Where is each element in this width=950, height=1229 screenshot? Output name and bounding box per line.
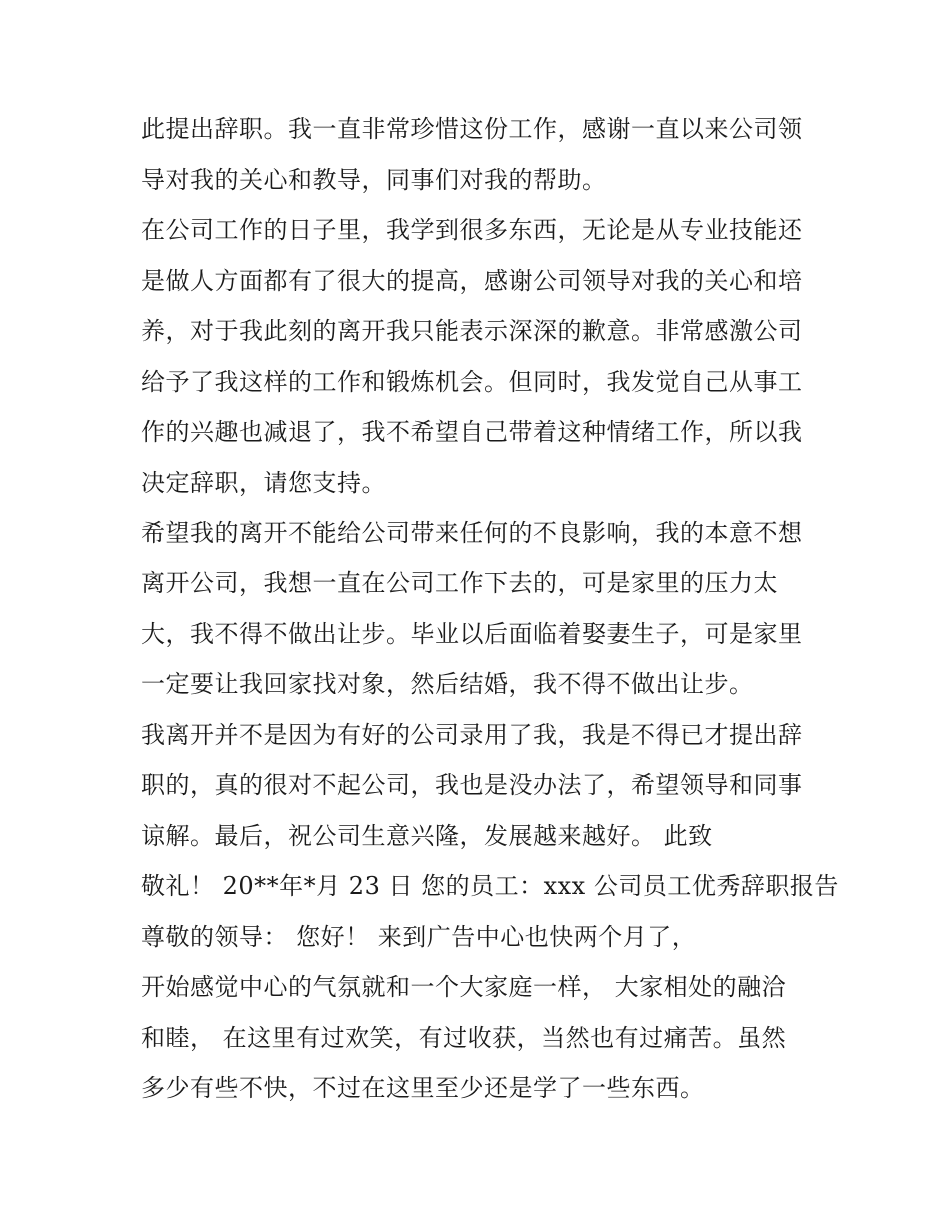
text-line: 在公司工作的日子里，我学到很多东西，无论是从专业技能还 <box>141 216 803 244</box>
text-line: 是做人方面都有了很大的提高，感谢公司领导对我的关心和培 <box>141 267 803 295</box>
text-line: 导对我的关心和教导，同事们对我的帮助。 <box>141 166 607 194</box>
text-line: 希望我的离开不能给公司带来任何的不良影响，我的本意不想 <box>141 519 803 547</box>
text-line: 决定辞职，请您支持。 <box>141 469 386 497</box>
text-line: 给予了我这样的工作和锻炼机会。但同时，我发觉自己从事工 <box>141 368 803 396</box>
text-line: 和睦， 在这里有过欢笑，有过收获，当然也有过痛苦。虽然 <box>141 1024 787 1052</box>
text-line: 大，我不得不做出让步。毕业以后面临着娶妻生子，可是家里 <box>141 620 803 648</box>
text-line: 谅解。最后，祝公司生意兴隆，发展越来越好。 此致 <box>141 822 713 850</box>
text-line: 尊敬的领导： 您好！ 来到广告中心也快两个月了， <box>141 923 697 951</box>
text-line: 养，对于我此刻的离开我只能表示深深的歉意。非常感激公司 <box>141 317 803 345</box>
text-line: 我离开并不是因为有好的公司录用了我，我是不得已才提出辞 <box>141 721 803 749</box>
text-line: 作的兴趣也减退了，我不希望自己带着这种情绪工作，所以我 <box>141 418 803 446</box>
text-line: 职的，真的很对不起公司，我也是没办法了，希望领导和同事 <box>141 771 803 799</box>
text-line: 多少有些不快，不过在这里至少还是学了一些东西。 <box>141 1074 705 1102</box>
text-line: 离开公司，我想一直在公司工作下去的，可是家里的压力太 <box>141 569 778 597</box>
text-line: 开始感觉中心的气氛就和一个大家庭一样， 大家相处的融洽 <box>141 973 787 1001</box>
text-line: 一定要让我回家找对象，然后结婚，我不得不做出让步。 <box>141 670 754 698</box>
text-line: 敬礼！ 20**年*月 23 日 您的员工：xxx 公司员工优秀辞职报告 <box>141 872 839 900</box>
text-line: 此提出辞职。我一直非常珍惜这份工作，感谢一直以来公司领 <box>141 115 803 143</box>
